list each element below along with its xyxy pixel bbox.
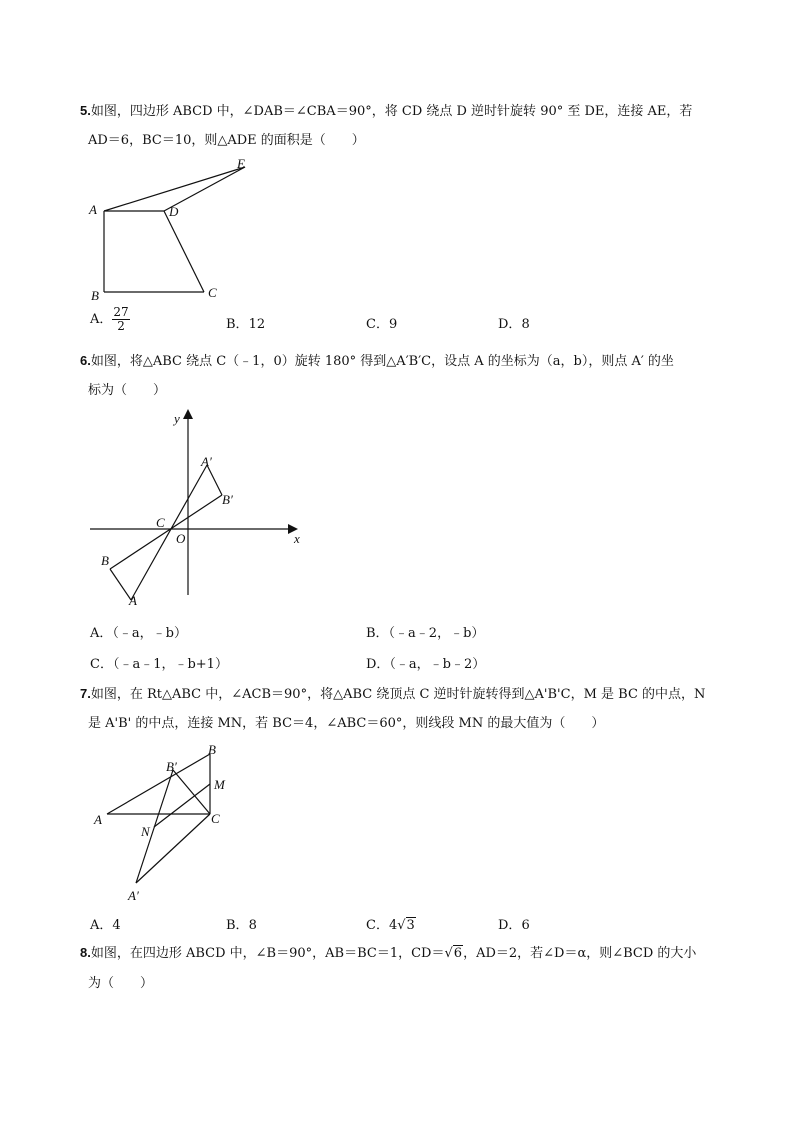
fraction-denominator: 2 [117,319,125,333]
q8-text-line2: 为（ ） [88,976,154,991]
sqrt-icon: √3 [397,918,415,933]
label-N: N [141,824,150,839]
q5-option-c[interactable] [366,313,397,332]
label-B-prime: B′ [222,492,233,507]
y-axis-arrow-icon [183,409,193,419]
label-M: M [214,777,225,792]
q7-text-line2: 是 A'B' 的中点，连接 MN，若 BC＝4，∠ABC＝60°，则线段 MN 的最大值为（ ） [88,716,605,731]
q7-option-c-letter: C． [366,918,389,933]
q7-option-c-coefficient: 4 [388,918,398,933]
q5-option-a-fraction [112,306,129,333]
q5-option-a-letter: A． [90,312,113,327]
q7-option-c[interactable] [366,914,416,933]
q6-option-d[interactable]: D．（﹣a，﹣b﹣2） [366,657,486,672]
q8-text-line1a: 如图，在四边形 ABCD 中，∠B＝90°，AB＝BC＝1，CD＝ [90,946,445,961]
segment-AB [107,754,210,814]
label-C: C [156,515,165,530]
q5-figure [80,150,280,310]
q7-option-a-letter: A． [90,918,113,933]
segment-MN [154,784,210,827]
q8-text-line1b: ，AD＝2，若∠D＝α，则∠BCD 的大小 [463,946,697,961]
segment-BB1 [110,495,222,569]
q6-option-c[interactable]: C．（﹣a﹣1，﹣b+1） [90,657,228,672]
q5-stem-line1 [80,102,692,121]
label-E: E [237,156,245,171]
q7-option-b-letter: B． [226,918,249,933]
q6-figure [80,405,320,610]
q8-radicand: 6 [453,946,463,961]
q8-stem-line1 [80,944,696,963]
label-A: A [89,202,97,217]
q5-option-c-letter: C． [366,317,389,332]
label-A: A [94,812,102,827]
label-B-prime: B′ [166,759,177,774]
label-C: C [211,811,220,826]
label-D: D [169,204,179,219]
q5-option-a[interactable] [90,306,130,333]
q6-option-a[interactable]: A．（﹣a，﹣b） [90,626,187,641]
label-A: A [129,593,137,608]
q7-option-a-text: 4 [112,918,121,933]
q6-option-b[interactable]: B．（﹣a﹣2，﹣b） [366,626,485,641]
q5-option-d-letter: D． [498,317,522,332]
q7-option-a[interactable] [90,914,121,933]
q7-option-b-text: 8 [248,918,257,933]
q7-option-d[interactable] [498,914,530,933]
q7-number: 7. [80,686,91,701]
q6-text-line2: 标为（ ） [88,383,167,398]
q7-option-d-text: 6 [521,918,530,933]
q7-figure [80,740,250,905]
q6-stem-line1 [80,352,674,371]
q5-option-b-text: 12 [248,317,266,332]
segment-AA1 [131,465,207,600]
label-y: y [174,411,180,426]
label-B: B [208,742,216,757]
segment-CD [164,211,204,292]
q5-option-b[interactable] [226,313,265,332]
segment-A1B1 [207,465,222,495]
label-O: O [176,531,186,546]
label-B: B [91,288,99,303]
q5-option-d[interactable] [498,313,530,332]
q5-option-d-text: 8 [521,317,530,332]
q5-option-b-letter: B． [226,317,249,332]
q7-option-c-radicand: 3 [406,918,415,933]
sqrt-icon: √6 [444,946,463,961]
segment-AB [110,569,131,600]
q6-text-line1: 如图，将△ABC 绕点 C（﹣1，0）旋转 180° 得到△A′B′C，设点 A 的坐标为（a，b），则点 A′ 的坐 [90,354,674,369]
q7-option-d-letter: D． [498,918,522,933]
label-B: B [101,553,109,568]
label-x: x [294,531,300,546]
label-C: C [208,285,217,300]
q6-number: 6. [80,353,91,368]
q5-number: 5. [80,103,91,118]
q7-option-b[interactable] [226,914,257,933]
q7-text-line1: 如图，在 Rt△ABC 中，∠ACB＝90°，将△ABC 绕顶点 C 逆时针旋转得到△A'B'C，M 是 BC 的中点，N [90,687,706,702]
fraction-numerator: 27 [113,305,129,319]
label-A-prime: A′ [128,888,139,903]
label-A-prime: A′ [201,454,212,469]
q7-stem-line1 [80,685,705,704]
q8-number: 8. [80,945,91,960]
q5-option-c-text: 9 [388,317,398,332]
q5-text-line2: AD＝6，BC＝10，则△ADE 的面积是（ ） [88,133,365,148]
q5-text-line1: 如图，四边形 ABCD 中，∠DAB＝∠CBA＝90°，将 CD 绕点 D 逆时针旋转 90° 至 DE，连接 AE，若 [90,104,693,119]
